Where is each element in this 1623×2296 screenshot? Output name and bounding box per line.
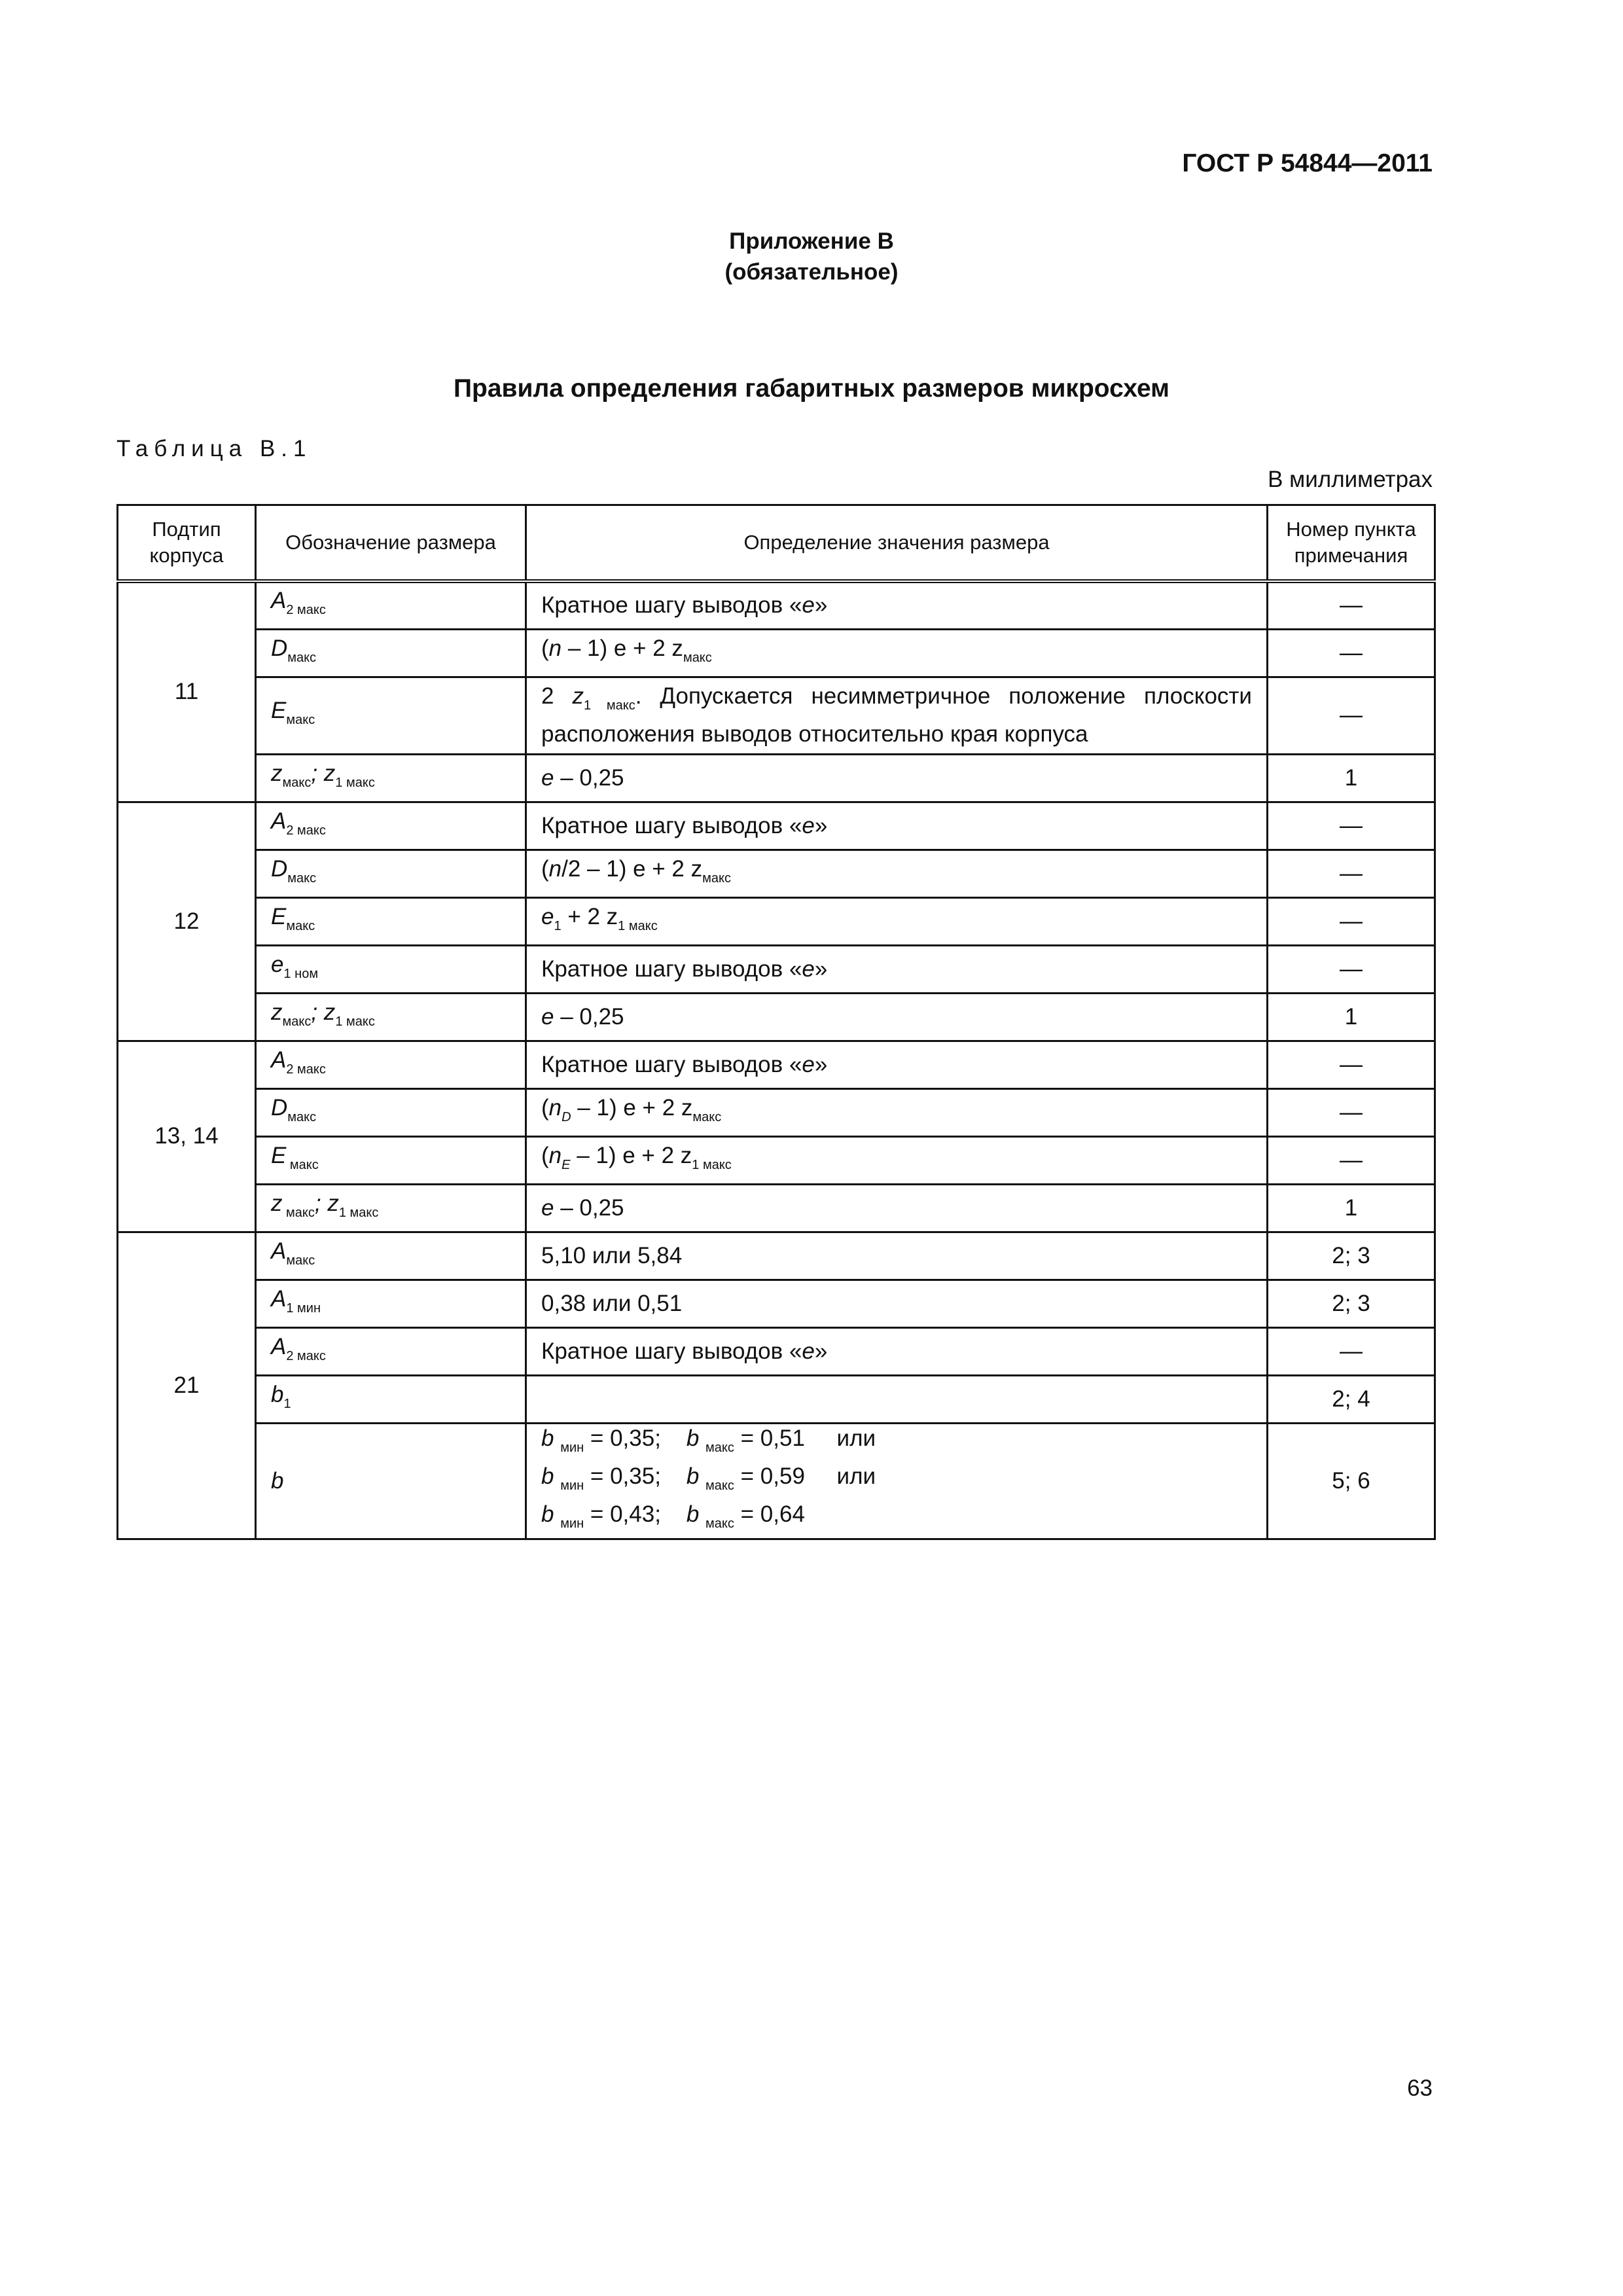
designation-subscript: макс (287, 1109, 317, 1124)
definition-cell (526, 1327, 1268, 1375)
designation-symbol: A (271, 808, 287, 834)
definition-variable: e (802, 812, 815, 838)
designation-subscript: 2 макс (286, 603, 326, 618)
designation-symbol: A (271, 1238, 287, 1264)
definition-text: » (814, 1338, 828, 1364)
definition-text: 5,10 или 5,84 (541, 1242, 683, 1268)
b-min-subscript: мин (560, 1478, 584, 1493)
b-max-subscript: макс (705, 1478, 734, 1493)
table-row (118, 677, 1435, 754)
definition-text: ( (541, 1142, 549, 1168)
designation-symbol: z (271, 760, 283, 786)
designation-cell (256, 754, 526, 802)
designation-cell (256, 1423, 526, 1539)
designation-cell (256, 1327, 526, 1375)
table-row (118, 629, 1435, 677)
designation-cell (256, 1041, 526, 1088)
note-number-cell: 2; 4 (1268, 1375, 1435, 1423)
definition-cell (526, 945, 1268, 993)
note-number-cell: 2; 3 (1268, 1232, 1435, 1280)
definition-text: – 0,25 (554, 764, 624, 791)
designation-subscript: макс (286, 713, 315, 727)
definition-cell (526, 754, 1268, 802)
definition-cell (526, 581, 1268, 629)
note-number-cell: — (1268, 897, 1435, 945)
designation-cell (256, 1280, 526, 1327)
definition-subscript: 1 макс (618, 918, 658, 933)
designation-subscript: макс (282, 1205, 315, 1220)
definition-text: + 2 z (561, 903, 618, 929)
definition-text: 0,38 или 0,51 (541, 1290, 683, 1316)
definition-text: Кратное шагу выводов « (541, 592, 802, 619)
definition-cell (526, 1136, 1268, 1184)
designation-symbol: z (271, 1190, 283, 1216)
b-symbol: b (686, 1501, 700, 1527)
definition-subscript: E (562, 1157, 571, 1172)
dimensions-table (116, 504, 1436, 1540)
column-header-designation: Обозначение размера (256, 505, 526, 582)
definition-text: » (814, 956, 828, 982)
table-row (118, 1232, 1435, 1280)
table-row (118, 802, 1435, 850)
table-row (118, 1280, 1435, 1327)
definition-cell (526, 1232, 1268, 1280)
b-min-value: = 0,35; (590, 1463, 661, 1489)
note-number-cell: — (1268, 677, 1435, 754)
definition-text: Кратное шагу выводов « (541, 812, 802, 838)
subtype-cell: 12 (118, 802, 256, 1041)
designation-symbol: A (271, 1047, 287, 1073)
b-max-subscript: макс (705, 1440, 734, 1455)
b-max-subscript: макс (705, 1516, 734, 1531)
designation-subscript: 1 ном (283, 966, 319, 981)
definition-text: Кратное шагу выводов « (541, 1051, 802, 1077)
page-number: 63 (1407, 2075, 1433, 2101)
table-row (118, 1041, 1435, 1088)
definition-variable: n (548, 855, 562, 882)
definition-cell (526, 850, 1268, 897)
definition-cell (526, 677, 1268, 754)
designation-symbol: D (271, 635, 288, 661)
table-row (118, 1184, 1435, 1232)
designation-subscript: макс (282, 1014, 312, 1029)
table-body (118, 581, 1435, 1539)
designation-cell (256, 1232, 526, 1280)
definition-cell (526, 1184, 1268, 1232)
definition-subscript: D (562, 1109, 571, 1124)
definition-cell (526, 1088, 1268, 1136)
definition-cell (526, 1280, 1268, 1327)
definition-cell (526, 629, 1268, 677)
designation-cell (256, 897, 526, 945)
designation-symbol: z (271, 999, 283, 1025)
b-min-subscript: мин (560, 1516, 584, 1531)
definition-text: – 1) e + 2 z (571, 1094, 693, 1121)
definition-subscript: макс (692, 1109, 722, 1124)
definition-text: – 1) e + 2 z (570, 1142, 692, 1168)
note-number-cell: 1 (1268, 754, 1435, 802)
table-units: В миллиметрах (1268, 467, 1433, 492)
designation-symbol-2: ; z (314, 1190, 339, 1216)
table-row (118, 993, 1435, 1041)
note-number-cell: 2; 3 (1268, 1280, 1435, 1327)
definition-text: – 1) e + 2 z (562, 635, 683, 661)
column-header-definition: Определение значения размера (526, 505, 1268, 582)
definition-cell (526, 802, 1268, 850)
designation-symbol: A (271, 1333, 287, 1359)
note-number-cell: 5; 6 (1268, 1423, 1435, 1539)
definition-variable: z (572, 683, 584, 709)
b-max-value: = 0,64 (740, 1501, 805, 1527)
table-row (118, 754, 1435, 802)
definition-subscript: 1 макс (583, 698, 635, 713)
b-symbol: b (541, 1501, 554, 1527)
definition-text: Кратное шагу выводов « (541, 956, 802, 982)
designation-cell (256, 677, 526, 754)
b-or-word: или (836, 1425, 876, 1451)
subtype-cell: 11 (118, 581, 256, 802)
table-row (118, 1327, 1435, 1375)
designation-cell (256, 629, 526, 677)
annex-heading (0, 226, 1623, 287)
designation-symbol: E (271, 698, 287, 723)
table-row (118, 1375, 1435, 1423)
section-title: Правила определения габаритных размеров микросхем (454, 374, 1169, 403)
b-symbol: b (686, 1425, 700, 1451)
note-number-cell: — (1268, 1136, 1435, 1184)
table-row (118, 945, 1435, 993)
table-label: Таблица В.1 (116, 436, 312, 461)
designation-subscript: 2 макс (286, 1348, 326, 1363)
designation-subscript: макс (287, 650, 317, 665)
designation-subscript: макс (286, 918, 315, 933)
designation-cell (256, 1184, 526, 1232)
b-limit-line (541, 1424, 1252, 1462)
designation-symbol-2: ; z (311, 760, 336, 786)
designation-subscript: 2 макс (286, 1062, 326, 1077)
table-row (118, 850, 1435, 897)
definition-cell (526, 993, 1268, 1041)
definition-variable: e (541, 1194, 554, 1221)
table-row (118, 1136, 1435, 1184)
designation-symbol: E (271, 903, 287, 929)
designation-subscript: макс (286, 1253, 315, 1268)
note-number-cell: — (1268, 581, 1435, 629)
b-limit-line (541, 1462, 1252, 1500)
definition-variable: e (802, 1338, 815, 1364)
standard-code: ГОСТ Р 54844—2011 (1182, 149, 1433, 177)
designation-symbol: E (271, 1142, 287, 1168)
b-max-value: = 0,51 (740, 1425, 805, 1451)
table-row (118, 1423, 1435, 1539)
definition-text: – 0,25 (554, 1194, 624, 1221)
definition-subscript: 1 макс (692, 1157, 732, 1172)
table-row (118, 581, 1435, 629)
annex-title: Приложение В (729, 228, 894, 254)
definition-variable: e (802, 592, 815, 619)
designation-cell (256, 581, 526, 629)
definition-variable: n (548, 1142, 562, 1168)
b-symbol: b (541, 1463, 554, 1489)
definition-text: » (814, 592, 828, 619)
column-header-subtype: Подтип корпуса (118, 505, 256, 582)
definition-text: . Допускается несимметричное положение плоскости расположения выводов относительно края корпуса (541, 683, 1252, 747)
designation-cell (256, 1375, 526, 1423)
definition-variable: n (548, 635, 562, 661)
b-symbol: b (541, 1425, 554, 1451)
definition-cell (526, 1375, 1268, 1423)
definition-cell (526, 897, 1268, 945)
b-or-word: или (836, 1463, 876, 1489)
definition-text: » (814, 812, 828, 838)
designation-subscript: 1 (283, 1396, 291, 1411)
annex-status: (обязательное) (724, 259, 899, 285)
note-number-cell: — (1268, 1088, 1435, 1136)
designation-cell (256, 945, 526, 993)
definition-cell (526, 1041, 1268, 1088)
designation-subscript: макс (282, 775, 312, 790)
table-row (118, 1088, 1435, 1136)
designation-subscript: макс (287, 870, 317, 886)
definition-text: ( (541, 855, 549, 882)
table-header-row (118, 505, 1435, 582)
definition-text: 2 (541, 683, 573, 709)
note-number-cell: — (1268, 1041, 1435, 1088)
b-min-subscript: мин (560, 1440, 584, 1455)
definition-subscript: макс (702, 870, 731, 886)
definition-text: – 0,25 (554, 1003, 624, 1030)
designation-cell (256, 1136, 526, 1184)
designation-symbol-2: ; z (311, 999, 336, 1025)
designation-subscript: 1 мин (286, 1300, 321, 1316)
definition-variable: n (548, 1094, 562, 1121)
definition-text: Кратное шагу выводов « (541, 1338, 802, 1364)
note-number-cell: 1 (1268, 993, 1435, 1041)
designation-symbol: A (271, 588, 287, 614)
designation-symbol: b (271, 1381, 284, 1407)
b-min-value: = 0,43; (590, 1501, 661, 1527)
note-number-cell: — (1268, 945, 1435, 993)
b-symbol: b (686, 1463, 700, 1489)
note-number-cell: — (1268, 1327, 1435, 1375)
definition-variable: e (802, 1051, 815, 1077)
definition-subscript: 1 (554, 918, 562, 933)
designation-symbol: A (271, 1285, 287, 1312)
definition-variable: e (541, 764, 554, 791)
b-min-value: = 0,35; (590, 1425, 661, 1451)
note-number-cell: — (1268, 629, 1435, 677)
definition-text: ( (541, 635, 549, 661)
definition-subscript: макс (683, 650, 712, 665)
column-header-note-number: Номер пункта примечания (1268, 505, 1435, 582)
definition-text: » (814, 1051, 828, 1077)
designation-cell (256, 993, 526, 1041)
designation-cell (256, 802, 526, 850)
subtype-cell: 13, 14 (118, 1041, 256, 1232)
note-number-cell: — (1268, 802, 1435, 850)
subtype-cell: 21 (118, 1232, 256, 1539)
designation-subscript-2: 1 макс (338, 1205, 379, 1220)
note-number-cell: 1 (1268, 1184, 1435, 1232)
designation-subscript: макс (286, 1157, 319, 1172)
designation-symbol: D (271, 1094, 288, 1121)
b-limit-line (541, 1500, 1252, 1538)
table-row (118, 897, 1435, 945)
designation-cell (256, 850, 526, 897)
definition-variable: e (802, 956, 815, 982)
definition-cell (526, 1423, 1268, 1539)
designation-subscript: 2 макс (286, 823, 326, 838)
designation-symbol: e (271, 951, 284, 977)
designation-subscript-2: 1 макс (335, 775, 375, 790)
designation-subscript-2: 1 макс (335, 1014, 375, 1029)
definition-variable: e (541, 903, 554, 929)
definition-variable: e (541, 1003, 554, 1030)
designation-symbol: D (271, 855, 288, 882)
definition-text: ( (541, 1094, 549, 1121)
note-number-cell: — (1268, 850, 1435, 897)
designation-cell (256, 1088, 526, 1136)
definition-text: /2 – 1) e + 2 z (562, 855, 703, 882)
b-max-value: = 0,59 (740, 1463, 805, 1489)
designation-symbol: b (271, 1467, 284, 1494)
